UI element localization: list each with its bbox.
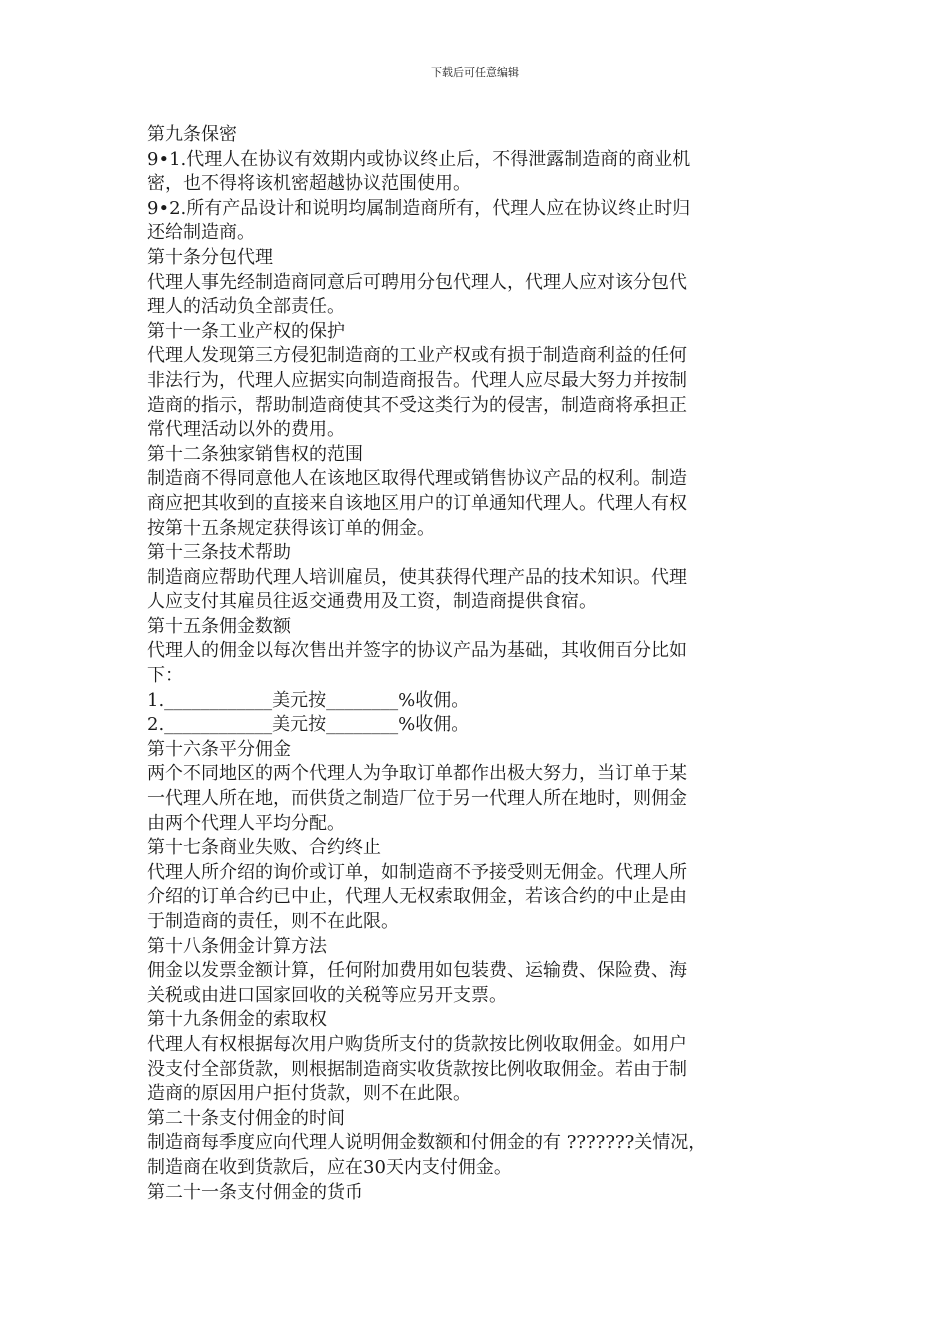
text-line: 商应把其收到的直接来自该地区用户的订单通知代理人。代理人有权 — [147, 492, 687, 514]
text-line: 第十二条独家销售权的范围 — [147, 443, 363, 465]
text-line: 第十条分包代理 — [147, 246, 273, 268]
text-line: 佣金以发票金额计算，任何附加费用如包装费、运输费、保险费、海 — [147, 960, 687, 982]
text-line: 第十三条技术帮助 — [147, 542, 291, 564]
text-line: 介绍的订单合约已中止，代理人无权索取佣金，若该合约的中止是由 — [147, 886, 687, 908]
text-line: 第二十一条支付佣金的货币 — [147, 1181, 363, 1203]
text-line: 制造商在收到货款后，应在30天内支付佣金。 — [147, 1156, 512, 1178]
text-line: 非法行为，代理人应据实向制造商报告。代理人应尽最大努力并按制 — [147, 369, 687, 391]
text-line: 第十五条佣金数额 — [147, 615, 291, 637]
text-line: 9•2.所有产品设计和说明均属制造商所有，代理人应在协议终止时归 — [147, 197, 691, 219]
text-line: 没支付全部货款，则根据制造商实收货款按比例收取佣金。若由于制 — [147, 1058, 687, 1080]
text-line: 第十八条佣金计算方法 — [147, 935, 327, 957]
document-body — [147, 123, 817, 1205]
text-line: 两个不同地区的两个代理人为争取订单都作出极大努力，当订单于某 — [147, 763, 687, 785]
text-line: 理人的活动负全部责任。 — [147, 296, 345, 318]
text-line: 关税或由进口国家回收的关税等应另开支票。 — [147, 984, 507, 1006]
text-line: 还给制造商。 — [147, 222, 255, 244]
text-line: 第十九条佣金的索取权 — [147, 1009, 327, 1031]
text-line: 第九条保密 — [147, 124, 237, 145]
text-line: 制造商每季度应向代理人说明佣金数额和付佣金的有 ???????关情况， — [147, 1132, 707, 1154]
text-line: 造商的原因用户拒付货款，则不在此限。 — [147, 1083, 471, 1105]
text-line: 代理人事先经制造商同意后可聘用分包代理人，代理人应对该分包代 — [147, 271, 687, 293]
text-line: 第二十条支付佣金的时间 — [147, 1107, 345, 1129]
text-line: 代理人有权根据每次用户购货所支付的货款按比例收取佣金。如用户 — [147, 1033, 687, 1055]
text-line: 制造商应帮助代理人培训雇员，使其获得代理产品的技术知识。代理 — [147, 566, 687, 588]
text-line: 由两个代理人平均分配。 — [147, 812, 345, 834]
text-line: 造商的指示，帮助制造商使其不受这类行为的侵害，制造商将承担正 — [147, 394, 687, 416]
text-line: 于制造商的责任，则不在此限。 — [147, 911, 399, 932]
text-line: 下： — [147, 665, 183, 687]
text-line: 1.____________美元按________%收佣。 — [147, 689, 470, 711]
text-line: 第十一条工业产权的保护 — [147, 320, 345, 342]
text-line: 9•1.代理人在协议有效期内或协议终止后，不得泄露制造商的商业机 — [147, 148, 691, 170]
text-line: 人应支付其雇员往返交通费用及工资，制造商提供食宿。 — [147, 591, 597, 613]
text-line: 按第十五条规定获得该订单的佣金。 — [147, 517, 435, 539]
text-line: 一代理人所在地，而供货之制造厂位于另一代理人所在地时，则佣金 — [147, 788, 687, 810]
text-line: 2.____________美元按________%收佣。 — [147, 714, 470, 736]
text-line: 代理人发现第三方侵犯制造商的工业产权或有损于制造商利益的任何 — [147, 345, 687, 367]
text-line: 代理人的佣金以每次售出并签字的协议产品为基础，其收佣百分比如 — [147, 640, 687, 662]
text-line: 制造商不得同意他人在该地区取得代理或销售协议产品的权利。制造 — [147, 468, 687, 490]
page-header-note: 下载后可任意编辑 — [431, 66, 519, 79]
text-line: 密，也不得将该机密超越协议范围使用。 — [147, 173, 471, 195]
text-line: 常代理活动以外的费用。 — [147, 419, 345, 441]
text-line: 第十六条平分佣金 — [147, 738, 291, 760]
text-line: 代理人所介绍的询价或订单，如制造商不予接受则无佣金。代理人所 — [147, 861, 687, 883]
text-line: 第十七条商业失败、合约终止 — [147, 837, 381, 859]
